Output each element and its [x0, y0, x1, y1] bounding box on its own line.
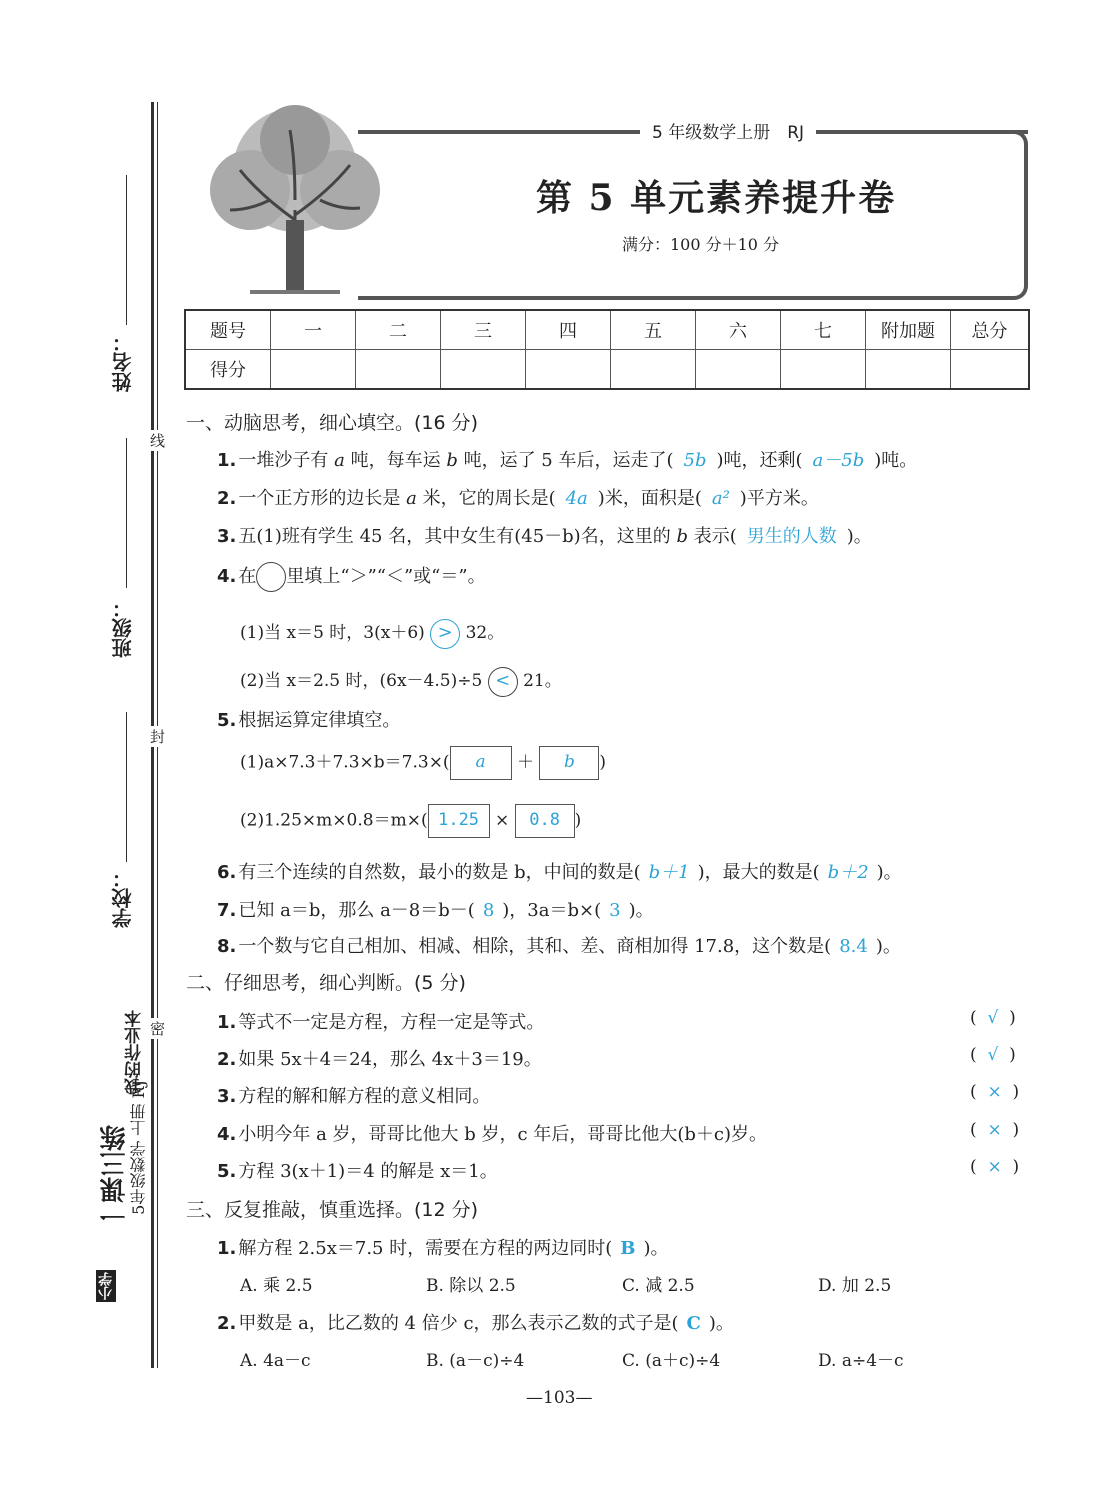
question-number: 4. [217, 566, 237, 587]
question-text: (1)a×7.3＋7.3×b＝7.3×( [240, 752, 450, 773]
page-title: 第 5 单元素养提升卷 [536, 177, 897, 219]
table-header-cell: 附加题 [866, 310, 951, 350]
operator: ＋ [516, 752, 534, 773]
class-blank[interactable] [126, 438, 127, 588]
full-score: 满分：100 分＋10 分 [622, 235, 780, 254]
question-text: 解方程 2.5x＝7.5 时，需要在方程的两边同时( [238, 1238, 613, 1259]
table-header-cell: 六 [696, 310, 781, 350]
table-header-cell: 题号 [185, 310, 271, 350]
answer: × [987, 1157, 1002, 1177]
question-text: 小明今年 a 岁，哥哥比他大 b 岁，c 年后，哥哥比他大(b＋c)岁。 [238, 1124, 767, 1145]
question-text: 32。 [465, 623, 505, 643]
school-label: 学校： [111, 868, 135, 928]
option[interactable]: A. 乘 2.5 [240, 1276, 313, 1296]
question-text: 如果 5x＋4＝24，那么 4x＋3＝19。 [238, 1049, 542, 1070]
question-text: (2)当 x＝2.5 时，(6x－4.5)÷5 [240, 671, 483, 691]
score-row-label: 得分 [185, 350, 271, 390]
answer-circle[interactable]: > [430, 619, 460, 649]
table-header-cell: 一 [271, 310, 356, 350]
judge-answer[interactable]: ( × ) [970, 1082, 1020, 1102]
score-cell[interactable] [271, 350, 356, 390]
q1-5 [217, 706, 400, 732]
score-cell[interactable] [611, 350, 696, 390]
option[interactable]: A. 4a－c [240, 1351, 311, 1371]
question-text: 里填上“＞”“＜”或“＝”。 [286, 566, 486, 587]
operator: × [494, 810, 510, 831]
question-number: 3. [217, 1086, 237, 1107]
table-header-cell: 七 [781, 310, 866, 350]
question-number: 7. [217, 900, 237, 921]
judge-item [217, 1082, 490, 1108]
cut-line-label: 线 [150, 432, 166, 450]
question-number: 8. [217, 936, 237, 957]
school-blank[interactable] [126, 712, 127, 862]
question-number: 4. [217, 1124, 237, 1145]
table-header-cell: 五 [611, 310, 696, 350]
question-number: 1. [217, 1012, 237, 1033]
score-cell[interactable] [696, 350, 781, 390]
answer: × [987, 1120, 1002, 1140]
answer-box[interactable]: a [450, 746, 512, 780]
score-cell[interactable] [781, 350, 866, 390]
option[interactable]: D. 加 2.5 [818, 1276, 892, 1296]
table-row [185, 350, 1029, 390]
q1-8 [217, 932, 901, 958]
score-table [184, 309, 1030, 390]
secret-label: 密 [150, 1020, 166, 1038]
q1-6 [217, 858, 902, 884]
question-text: )。 [846, 526, 872, 547]
answer[interactable]: B [620, 1238, 636, 1259]
question-number: 3. [217, 526, 237, 547]
answer[interactable]: 男生的人数 [746, 526, 837, 547]
question-number: 5. [217, 710, 237, 731]
score-cell[interactable] [526, 350, 611, 390]
q1-5-1 [240, 746, 606, 780]
answer: × [987, 1082, 1002, 1102]
section2-title: 二、仔细思考，细心判断。(5 分) [186, 972, 466, 994]
question-text: )，最大的数是( [697, 862, 820, 883]
table-header-cell: 二 [356, 310, 441, 350]
question-text: )吨，还剩( [716, 450, 803, 471]
answer-box[interactable]: b [539, 746, 599, 780]
question-text: 一个数与它自己相加、相减、相除，其和、差、商相加得 17.8，这个数是( [238, 936, 832, 957]
score-cell[interactable] [951, 350, 1030, 390]
judge-answer[interactable]: ( √ ) [970, 1045, 1016, 1065]
question-text: 一个正方形的边长是 [238, 488, 401, 509]
question-text: )吨。 [874, 450, 918, 471]
variable: a [406, 488, 417, 509]
answer[interactable]: b＋2 [827, 862, 869, 883]
q1-3 [217, 522, 872, 548]
score-cell[interactable] [356, 350, 441, 390]
question-number: 2. [217, 1049, 237, 1070]
table-header-cell: 三 [441, 310, 526, 350]
question-text: ) [599, 752, 607, 773]
score-cell[interactable] [866, 350, 951, 390]
question-text: 21。 [523, 671, 562, 691]
question-text: 五(1)班有学生 45 名，其中女生有(45－b)名，这里的 [238, 526, 671, 547]
question-number: 2. [217, 1313, 237, 1334]
book-grade: 5年级数学 上册 RJ [129, 1080, 148, 1215]
choice-question [217, 1309, 734, 1335]
option[interactable]: B. 除以 2.5 [426, 1276, 516, 1296]
variable: b [676, 526, 688, 547]
q1-4 [217, 562, 486, 592]
question-number: 1. [217, 450, 237, 471]
subject-label: 5 年级数学上册 RJ [640, 118, 816, 143]
answer: √ [987, 1008, 999, 1028]
question-text: 甲数是 a，比乙数的 4 倍少 c，那么表示乙数的式子是( [238, 1313, 679, 1334]
question-text: )米，面积是( [597, 488, 702, 509]
question-text: 表示( [693, 526, 737, 547]
answer[interactable]: a－5b [812, 450, 865, 471]
question-text: )，3a＝b×( [502, 900, 602, 921]
question-number: 2. [217, 488, 237, 509]
q1-1 [217, 446, 917, 472]
score-cell[interactable] [441, 350, 526, 390]
answer-box[interactable]: 1.25 [428, 804, 490, 838]
option[interactable]: C. 减 2.5 [622, 1276, 695, 1296]
question-text: 米，它的周长是( [422, 488, 556, 509]
section3-title: 三、反复推敲，慎重选择。(12 分) [186, 1199, 479, 1221]
name-label: 姓名： [111, 332, 135, 392]
question-text: 有三个连续的自然数，最小的数是 b，中间的数是( [238, 862, 641, 883]
answer-box[interactable]: 0.8 [515, 804, 575, 838]
table-header-cell: 四 [526, 310, 611, 350]
judge-item [217, 1120, 767, 1146]
choice-question [217, 1234, 669, 1260]
page-number: —103— [526, 1388, 593, 1408]
judge-answer[interactable]: ( × ) [970, 1120, 1020, 1140]
answer[interactable]: a² [711, 488, 730, 509]
option[interactable]: B. (a－c)÷4 [426, 1351, 525, 1371]
q1-5-2 [240, 804, 581, 838]
table-header-cell: 总分 [951, 310, 1030, 350]
q1-2 [217, 484, 819, 510]
answer[interactable]: 8.4 [839, 936, 868, 957]
answer[interactable]: 5b [683, 450, 707, 471]
answer[interactable]: C [686, 1313, 701, 1334]
question-text: )平方米。 [739, 488, 819, 509]
question-number: 5. [217, 1161, 237, 1182]
question-text: )。 [876, 862, 902, 883]
seal-label: 封 [150, 728, 166, 746]
judge-answer[interactable]: ( × ) [970, 1157, 1020, 1177]
book-sub: 我的作业本 [125, 1010, 145, 1095]
q1-4-2 [240, 666, 562, 697]
question-text: )。 [708, 1313, 734, 1334]
question-text: (1)当 x＝5 时，3(x＋6) [240, 623, 425, 643]
variable: b [446, 450, 458, 471]
judge-item [217, 1157, 498, 1183]
question-text: 吨，运了 5 车后，运走了( [463, 450, 674, 471]
question-text: )。 [643, 1238, 669, 1259]
question-text: )。 [628, 900, 654, 921]
question-text: ) [574, 810, 582, 831]
answer[interactable]: b＋1 [648, 862, 690, 883]
q1-4-1 [240, 618, 504, 649]
judge-item [217, 1008, 544, 1034]
answer[interactable]: 8 [482, 900, 495, 921]
question-text: 方程的解和解方程的意义相同。 [238, 1086, 491, 1107]
question-number: 1. [217, 1238, 237, 1259]
judge-item [217, 1045, 542, 1071]
class-label: 班级： [111, 598, 135, 658]
question-text: 在 [238, 566, 257, 587]
question-text: 根据运算定律填空。 [238, 710, 401, 731]
section1-title: 一、动脑思考，细心填空。(16 分) [186, 412, 479, 434]
answer: √ [987, 1045, 999, 1065]
table-row [185, 310, 1029, 350]
question-text: )。 [875, 936, 901, 957]
question-text: 已知 a＝b，那么 a－8＝b－( [238, 900, 475, 921]
question-number: 6. [217, 862, 237, 883]
book-brand: 一课三练 [100, 1125, 130, 1229]
answer[interactable]: 4a [565, 488, 588, 509]
option[interactable]: C. (a＋c)÷4 [622, 1351, 721, 1371]
answer-circle[interactable]: < [488, 667, 518, 697]
judge-answer[interactable]: ( √ ) [970, 1008, 1016, 1028]
question-text: 吨，每车运 [350, 450, 441, 471]
question-text: 等式不一定是方程，方程一定是等式。 [238, 1012, 545, 1033]
option[interactable]: D. a÷4－c [818, 1351, 904, 1371]
blank-circle [256, 562, 286, 592]
question-text: 一堆沙子有 [238, 450, 329, 471]
question-text: 方程 3(x＋1)＝4 的解是 x＝1。 [238, 1161, 498, 1182]
book-small: 小学 [98, 1272, 114, 1300]
variable: a [334, 450, 345, 471]
q1-7 [217, 896, 654, 922]
question-text: (2)1.25×m×0.8＝m×( [240, 810, 428, 831]
answer[interactable]: 3 [609, 900, 621, 921]
name-blank[interactable] [126, 175, 127, 325]
